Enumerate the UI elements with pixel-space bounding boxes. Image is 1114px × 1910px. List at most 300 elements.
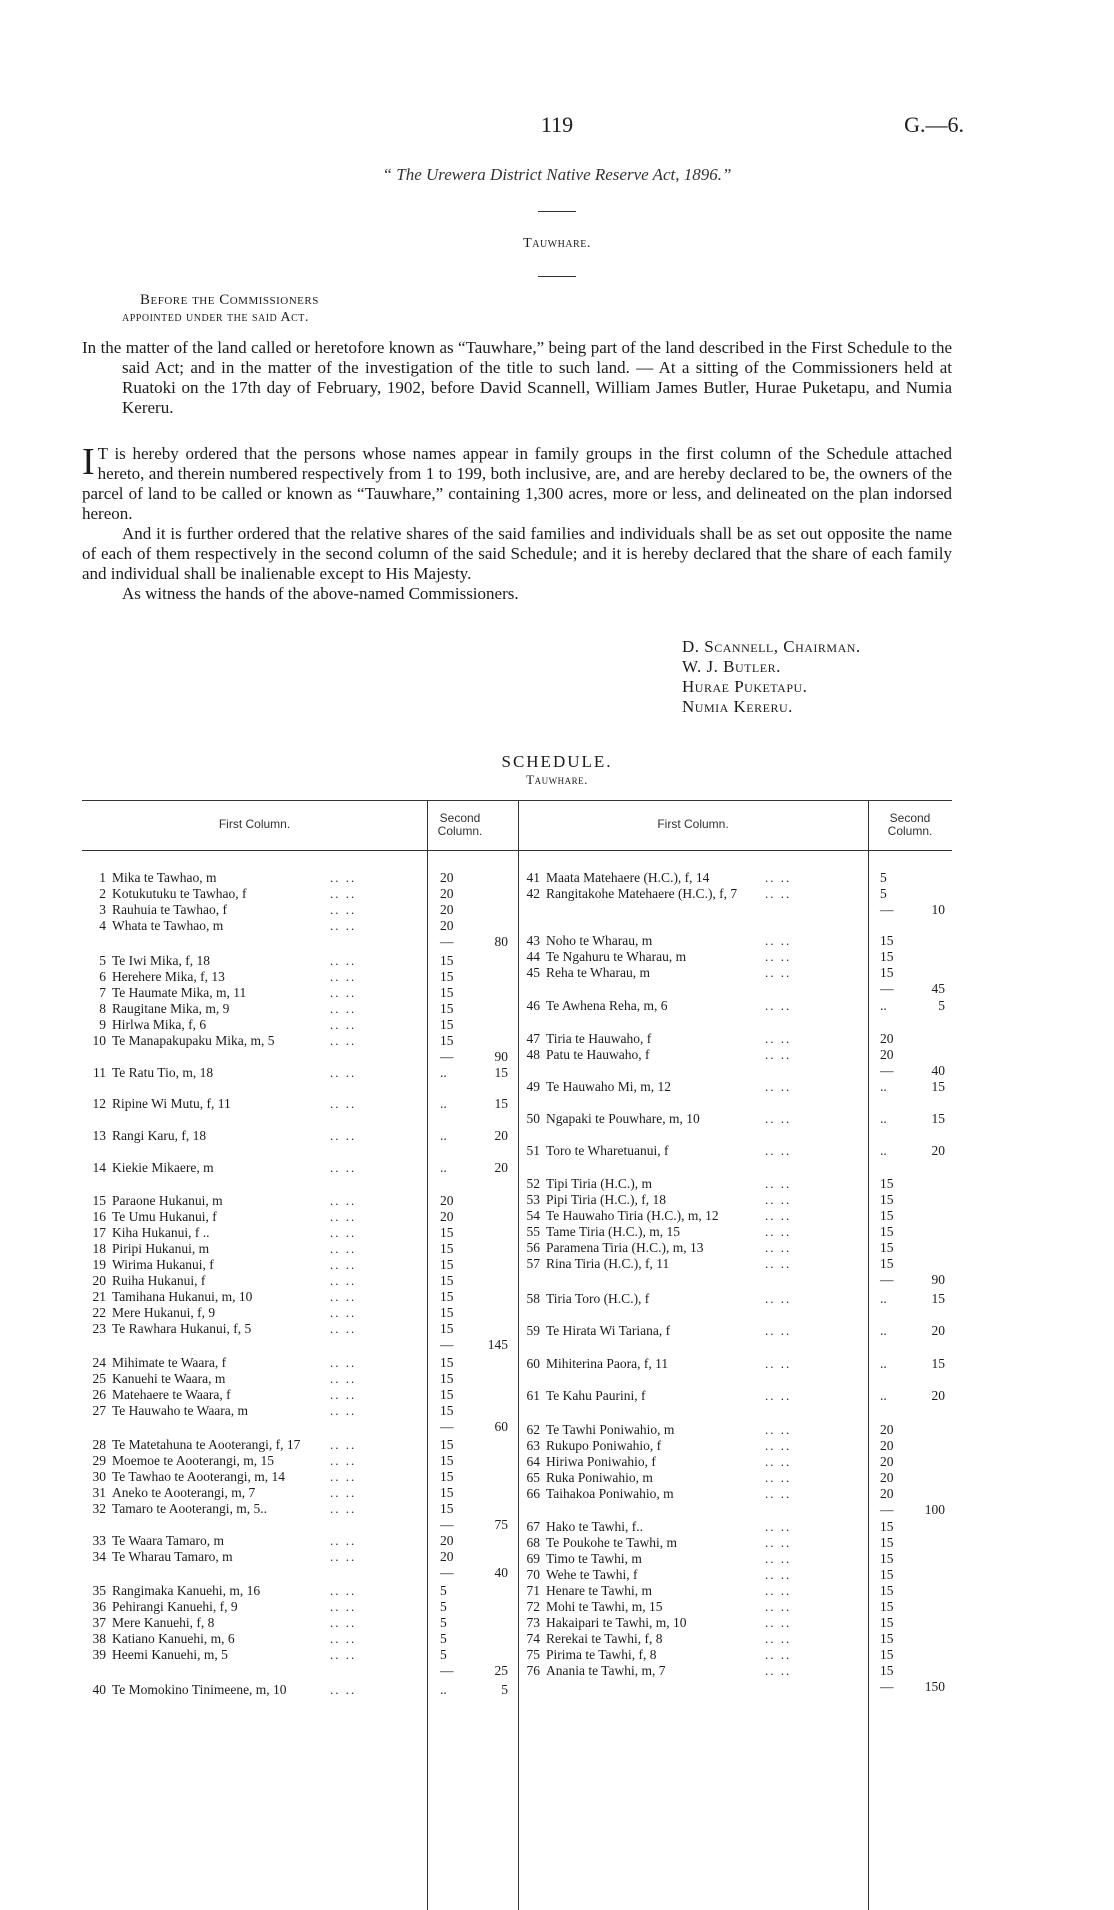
schedule-row bbox=[82, 1403, 248, 1419]
row-number: 30 bbox=[92, 1469, 106, 1484]
row-number: 12 bbox=[92, 1096, 106, 1111]
schedule-row bbox=[82, 870, 217, 886]
subtotal-dash: — bbox=[880, 1272, 894, 1287]
row-number: 64 bbox=[526, 1454, 540, 1469]
row-number: 50 bbox=[526, 1111, 540, 1126]
family-total: 90 bbox=[931, 1272, 945, 1287]
schedule-row bbox=[516, 1323, 670, 1339]
schedule-row bbox=[516, 1208, 719, 1224]
owner-name: Te Rawhara Hukanui, f, 5 bbox=[112, 1321, 252, 1336]
family-total: 5 bbox=[501, 1682, 508, 1697]
schedule-row bbox=[82, 1305, 215, 1321]
share-value: 5 bbox=[880, 886, 887, 901]
schedule-row bbox=[516, 1615, 687, 1631]
share-value: .. bbox=[880, 1388, 887, 1403]
share-value: 20 bbox=[440, 918, 454, 933]
act-title: “ The Urewera District Native Reserve Act, 1896.” bbox=[382, 165, 732, 184]
leader-dots: .. .. bbox=[765, 1388, 792, 1403]
schedule-row bbox=[82, 1387, 231, 1403]
family-total: 90 bbox=[494, 1049, 508, 1064]
share-value: 20 bbox=[880, 1470, 894, 1485]
family-total: 45 bbox=[931, 981, 945, 996]
leader-dots: .. .. bbox=[330, 1682, 357, 1697]
share-value: 15 bbox=[880, 1599, 894, 1614]
schedule-row bbox=[82, 1241, 209, 1257]
family-total: 150 bbox=[924, 1679, 945, 1694]
family-total: 75 bbox=[494, 1517, 508, 1532]
owner-name: Paraone Hukanui, m bbox=[112, 1193, 223, 1208]
schedule-row bbox=[516, 1031, 651, 1047]
matter-paragraph bbox=[82, 338, 952, 418]
owner-name: Ripine Wi Mutu, f, 11 bbox=[112, 1096, 231, 1111]
owner-name: Mere Hukanui, f, 9 bbox=[112, 1305, 216, 1320]
share-value: 5 bbox=[440, 1583, 447, 1598]
row-number: 32 bbox=[92, 1501, 106, 1516]
leader-dots: .. .. bbox=[765, 1176, 792, 1191]
row-number: 70 bbox=[526, 1567, 540, 1582]
row-number: 39 bbox=[92, 1647, 106, 1662]
share-value: 15 bbox=[880, 949, 894, 964]
leader-dots: .. .. bbox=[330, 1017, 357, 1032]
share-value: 20 bbox=[440, 1533, 454, 1548]
owner-name: Tipi Tiria (H.C.), m bbox=[546, 1176, 653, 1191]
witness-line: As witness the hands of the above-named Commissioners. bbox=[122, 584, 519, 603]
order-body bbox=[82, 441, 952, 604]
share-value: 20 bbox=[440, 886, 454, 901]
leader-dots: .. .. bbox=[765, 1599, 792, 1614]
leader-dots: .. .. bbox=[330, 1257, 357, 1272]
row-number: 49 bbox=[526, 1079, 540, 1094]
row-number: 9 bbox=[99, 1017, 106, 1032]
share-value: 15 bbox=[440, 1001, 454, 1016]
row-number: 68 bbox=[526, 1535, 540, 1550]
row-number: 15 bbox=[92, 1193, 106, 1208]
family-total: 145 bbox=[487, 1337, 508, 1352]
schedule-row bbox=[516, 1663, 666, 1679]
leader-dots: .. .. bbox=[765, 1519, 792, 1534]
owner-name: Toro te Wharetuanui, f bbox=[546, 1143, 669, 1158]
share-value: 15 bbox=[440, 1321, 454, 1336]
leader-dots: .. .. bbox=[330, 1241, 357, 1256]
schedule-row bbox=[82, 1453, 274, 1469]
owner-name: Henare te Tawhi, m bbox=[546, 1583, 653, 1598]
column-divider bbox=[868, 800, 869, 1910]
leader-dots: .. .. bbox=[330, 1193, 357, 1208]
owner-name: Rangitakohe Matehaere (H.C.), f, 7 bbox=[546, 886, 738, 901]
share-value: 20 bbox=[880, 1422, 894, 1437]
family-total: 20 bbox=[494, 1128, 508, 1143]
leader-dots: .. .. bbox=[330, 1501, 357, 1516]
subtotal-dash: — bbox=[880, 1063, 894, 1078]
owner-name: Te Awhena Reha, m, 6 bbox=[546, 998, 668, 1013]
schedule-row bbox=[516, 1647, 657, 1663]
owner-name: Tamaro te Aooterangi, m, 5.. bbox=[112, 1501, 268, 1516]
owner-name: Te Waara Tamaro, m bbox=[112, 1533, 224, 1548]
share-value: 15 bbox=[880, 1240, 894, 1255]
row-number: 41 bbox=[526, 870, 540, 885]
row-number: 36 bbox=[92, 1599, 106, 1614]
leader-dots: .. .. bbox=[765, 998, 792, 1013]
schedule-row bbox=[516, 1047, 649, 1063]
share-value: 20 bbox=[440, 870, 454, 885]
leader-dots: .. .. bbox=[330, 1469, 357, 1484]
family-total: 15 bbox=[494, 1065, 508, 1080]
leader-dots: .. .. bbox=[330, 1403, 357, 1418]
leader-dots: .. .. bbox=[330, 886, 357, 901]
schedule-row bbox=[516, 1535, 677, 1551]
owner-name: Wehe te Tawhi, f bbox=[546, 1567, 638, 1582]
owner-name: Pehirangi Kanuehi, f, 9 bbox=[112, 1599, 238, 1614]
schedule-row bbox=[82, 1257, 214, 1273]
schedule-row bbox=[516, 1356, 668, 1372]
share-value: 15 bbox=[440, 1485, 454, 1500]
row-number: 29 bbox=[92, 1453, 106, 1468]
owner-name: Maata Matehaere (H.C.), f, 14 bbox=[546, 870, 710, 885]
leader-dots: .. .. bbox=[330, 1273, 357, 1288]
owner-name: Tiria Toro (H.C.), f bbox=[546, 1291, 650, 1306]
family-total: 10 bbox=[931, 902, 945, 917]
row-number: 16 bbox=[92, 1209, 106, 1224]
leader-dots: .. .. bbox=[330, 1647, 357, 1662]
share-value: 15 bbox=[440, 1453, 454, 1468]
owner-name: Te Manapakupaku Mika, m, 5 bbox=[112, 1033, 275, 1048]
leader-dots: .. .. bbox=[765, 1663, 792, 1678]
owner-name: Te Umu Hukanui, f bbox=[112, 1209, 217, 1224]
schedule-row bbox=[516, 1470, 653, 1486]
share-value: 15 bbox=[440, 953, 454, 968]
row-number: 74 bbox=[526, 1631, 540, 1646]
table-top-rule bbox=[82, 800, 952, 801]
leader-dots: .. .. bbox=[330, 918, 357, 933]
schedule-row bbox=[82, 1469, 285, 1485]
row-number: 48 bbox=[526, 1047, 540, 1062]
leader-dots: .. .. bbox=[330, 1549, 357, 1564]
order-paragraph-1 bbox=[82, 441, 952, 524]
row-number: 43 bbox=[526, 933, 540, 948]
row-number: 75 bbox=[526, 1647, 540, 1662]
subtotal-dash: — bbox=[440, 1049, 454, 1064]
owner-name: Mika te Tawhao, m bbox=[112, 870, 217, 885]
schedule-row bbox=[82, 1583, 260, 1599]
schedule-row bbox=[516, 1240, 704, 1256]
row-number: 3 bbox=[99, 902, 106, 917]
row-number: 13 bbox=[92, 1128, 106, 1143]
owner-name: Te Momokino Tinimeene, m, 10 bbox=[112, 1682, 287, 1697]
owner-name: Te Hauwaho te Waara, m bbox=[112, 1403, 249, 1418]
schedule-row bbox=[516, 1631, 663, 1647]
header-second-column-left: Second Column. bbox=[437, 811, 483, 838]
owner-name: Rangimaka Kanuehi, m, 16 bbox=[112, 1583, 261, 1598]
share-value: .. bbox=[880, 998, 887, 1013]
owner-name: Ruiha Hukanui, f bbox=[112, 1273, 206, 1288]
share-value: 15 bbox=[440, 969, 454, 984]
row-number: 10 bbox=[92, 1033, 106, 1048]
row-number: 38 bbox=[92, 1631, 106, 1646]
owner-name: Te Tawhi Poniwahio, m bbox=[546, 1422, 675, 1437]
owner-name: Rangi Karu, f, 18 bbox=[112, 1128, 207, 1143]
share-value: 15 bbox=[440, 1355, 454, 1370]
schedule-row bbox=[82, 1437, 300, 1453]
leader-dots: .. .. bbox=[330, 1225, 357, 1240]
schedule-subtitle: Tauwhare. bbox=[526, 772, 588, 787]
owner-name: Hakaipari te Tawhi, m, 10 bbox=[546, 1615, 687, 1630]
family-total: 15 bbox=[494, 1096, 508, 1111]
leader-dots: .. .. bbox=[765, 933, 792, 948]
owner-name: Te Haumate Mika, m, 11 bbox=[112, 985, 247, 1000]
share-value: 15 bbox=[880, 1256, 894, 1271]
share-value: 15 bbox=[440, 1403, 454, 1418]
row-number: 25 bbox=[92, 1371, 106, 1386]
share-value: 15 bbox=[440, 1241, 454, 1256]
signature-1: D. Scannell, Chairman. bbox=[682, 637, 861, 656]
signature-3: Hurae Puketapu. bbox=[682, 677, 808, 696]
leader-dots: .. .. bbox=[765, 1647, 792, 1662]
family-total: 15 bbox=[931, 1079, 945, 1094]
owner-name: Hiriwa Poniwahio, f bbox=[546, 1454, 656, 1469]
share-value: .. bbox=[880, 1143, 887, 1158]
row-number: 1 bbox=[99, 870, 106, 885]
row-number: 19 bbox=[92, 1257, 106, 1272]
schedule-row bbox=[516, 933, 652, 949]
schedule-row bbox=[516, 1224, 680, 1240]
share-value: 5 bbox=[440, 1599, 447, 1614]
share-value: 20 bbox=[440, 1549, 454, 1564]
share-value: 15 bbox=[880, 1192, 894, 1207]
leader-dots: .. .. bbox=[330, 1001, 357, 1016]
owner-name: Mihiterina Paora, f, 11 bbox=[546, 1356, 669, 1371]
leader-dots: .. .. bbox=[765, 1454, 792, 1469]
schedule-row bbox=[82, 1631, 235, 1647]
share-value: 15 bbox=[440, 1257, 454, 1272]
owner-name: Heemi Kanuehi, m, 5 bbox=[112, 1647, 228, 1662]
row-number: 67 bbox=[526, 1519, 540, 1534]
row-number: 53 bbox=[526, 1192, 540, 1207]
row-number: 61 bbox=[526, 1388, 540, 1403]
share-value: .. bbox=[880, 1079, 887, 1094]
leader-dots: .. .. bbox=[765, 1486, 792, 1501]
schedule-row bbox=[82, 902, 227, 918]
row-number: 71 bbox=[526, 1583, 540, 1598]
schedule-row bbox=[82, 1209, 217, 1225]
leader-dots: .. .. bbox=[765, 1323, 792, 1338]
schedule-row bbox=[516, 1291, 649, 1307]
leader-dots: .. .. bbox=[330, 1321, 357, 1336]
before-line-2: appointed under the said Act. bbox=[122, 310, 309, 325]
schedule-row bbox=[82, 886, 247, 902]
leader-dots: .. .. bbox=[765, 949, 792, 964]
subtotal-dash: — bbox=[440, 934, 454, 949]
leader-dots: .. .. bbox=[765, 1143, 792, 1158]
row-number: 40 bbox=[92, 1682, 106, 1697]
share-value: 20 bbox=[880, 1031, 894, 1046]
leader-dots: .. .. bbox=[765, 1631, 792, 1646]
schedule-row bbox=[82, 1533, 224, 1549]
schedule-row bbox=[82, 1615, 214, 1631]
share-value: .. bbox=[440, 1682, 447, 1697]
leader-dots: .. .. bbox=[765, 1208, 792, 1223]
order-paragraph-1-text: T is hereby ordered that the persons whose names appear in family groups in the first column of the Schedule attached hereto, and therein numbered respectively from 1 to 199, both inclusive, are, and are hereby declared to be, the owners of the parcel of land to be called or known as “Tauwhare,” containing 1,300 acres, more or less, and delineated on the plan indorsed hereon. bbox=[82, 444, 952, 523]
row-number: 4 bbox=[99, 918, 106, 933]
row-number: 63 bbox=[526, 1438, 540, 1453]
owner-name: Te Poukohe te Tawhi, m bbox=[546, 1535, 677, 1550]
header-second-column-right: Second Column. bbox=[887, 811, 933, 838]
schedule-row bbox=[82, 1599, 238, 1615]
owner-name: Timo te Tawhi, m bbox=[546, 1551, 642, 1566]
owner-name: Herehere Mika, f, 13 bbox=[112, 969, 225, 984]
subtotal-dash: — bbox=[880, 1502, 894, 1517]
owner-name: Tame Tiria (H.C.), m, 15 bbox=[546, 1224, 681, 1239]
row-number: 23 bbox=[92, 1321, 106, 1336]
schedule-row bbox=[82, 1193, 223, 1209]
schedule-row bbox=[82, 1160, 214, 1176]
share-value: .. bbox=[440, 1160, 447, 1175]
share-value: 20 bbox=[880, 1454, 894, 1469]
schedule-row bbox=[516, 998, 668, 1014]
row-number: 62 bbox=[526, 1422, 540, 1437]
subtotal-dash: — bbox=[440, 1337, 454, 1352]
share-value: 5 bbox=[440, 1615, 447, 1630]
row-number: 5 bbox=[99, 953, 106, 968]
leader-dots: .. .. bbox=[330, 1371, 357, 1386]
owner-name: Te Kahu Paurini, f bbox=[546, 1388, 646, 1403]
divider bbox=[538, 276, 576, 277]
leader-dots: .. .. bbox=[330, 1033, 357, 1048]
owner-name: Patu te Hauwaho, f bbox=[546, 1047, 650, 1062]
leader-dots: .. .. bbox=[765, 965, 792, 980]
schedule-row bbox=[82, 1501, 267, 1517]
share-value: 15 bbox=[440, 1469, 454, 1484]
leader-dots: .. .. bbox=[765, 1256, 792, 1271]
share-value: 15 bbox=[880, 1615, 894, 1630]
schedule-row bbox=[516, 965, 650, 981]
share-value: 20 bbox=[440, 1193, 454, 1208]
leader-dots: .. .. bbox=[765, 1535, 792, 1550]
schedule-row bbox=[82, 1549, 233, 1565]
row-number: 56 bbox=[526, 1240, 540, 1255]
family-total: 5 bbox=[938, 998, 945, 1013]
share-value: 20 bbox=[880, 1486, 894, 1501]
schedule-row bbox=[516, 1551, 642, 1567]
owner-name: Mere Kanuehi, f, 8 bbox=[112, 1615, 215, 1630]
row-number: 59 bbox=[526, 1323, 540, 1338]
share-value: 15 bbox=[440, 1305, 454, 1320]
row-number: 33 bbox=[92, 1533, 106, 1548]
schedule-row bbox=[82, 1355, 226, 1371]
header-first-column-left: First Column. bbox=[218, 817, 291, 831]
family-total: 15 bbox=[931, 1291, 945, 1306]
share-value: 15 bbox=[880, 1208, 894, 1223]
owner-name: Mohi te Tawhi, m, 15 bbox=[546, 1599, 663, 1614]
owner-name: Te Tawhao te Aooterangi, m, 14 bbox=[112, 1469, 285, 1484]
schedule-row bbox=[82, 918, 223, 934]
schedule-row bbox=[82, 1065, 213, 1081]
signatures bbox=[682, 637, 861, 717]
leader-dots: .. .. bbox=[765, 1047, 792, 1062]
schedule-row bbox=[82, 1647, 228, 1663]
row-number: 20 bbox=[92, 1273, 106, 1288]
row-number: 2 bbox=[99, 886, 106, 901]
row-number: 66 bbox=[526, 1486, 540, 1501]
schedule-row bbox=[82, 969, 225, 985]
leader-dots: .. .. bbox=[330, 969, 357, 984]
row-number: 24 bbox=[92, 1355, 106, 1370]
schedule-row bbox=[82, 953, 210, 969]
drop-cap: I bbox=[82, 441, 95, 483]
schedule-row bbox=[82, 1682, 287, 1698]
schedule-title: SCHEDULE. bbox=[501, 752, 613, 771]
owner-name: Moemoe te Aooterangi, m, 15 bbox=[112, 1453, 274, 1468]
family-total: 80 bbox=[494, 934, 508, 949]
owner-name: Pipi Tiria (H.C.), f, 18 bbox=[546, 1192, 667, 1207]
leader-dots: .. .. bbox=[330, 1160, 357, 1175]
share-value: .. bbox=[880, 1323, 887, 1338]
order-paragraph-2: And it is further ordered that the relative shares of the said families and individuals shall be as set out opposite the name of each of them respectively in the second column of the said Schedule; and it is hereby declared that the share of each family and individual shall be inalienable except to His Majesty. bbox=[82, 524, 952, 583]
share-value: 15 bbox=[440, 1387, 454, 1402]
before-line-1: Before the Commissioners bbox=[140, 292, 319, 308]
share-value: 15 bbox=[440, 1289, 454, 1304]
leader-dots: .. .. bbox=[330, 1209, 357, 1224]
table-header-rule bbox=[82, 850, 952, 851]
schedule-row bbox=[516, 1111, 700, 1127]
leader-dots: .. .. bbox=[330, 870, 357, 885]
share-value: 15 bbox=[440, 1501, 454, 1516]
row-number: 14 bbox=[92, 1160, 106, 1175]
leader-dots: .. .. bbox=[330, 1599, 357, 1614]
row-number: 22 bbox=[92, 1305, 106, 1320]
owner-name: Te Wharau Tamaro, m bbox=[112, 1549, 233, 1564]
family-total: 40 bbox=[931, 1063, 945, 1078]
row-number: 54 bbox=[526, 1208, 540, 1223]
share-value: 5 bbox=[440, 1631, 447, 1646]
schedule-row bbox=[516, 1143, 669, 1159]
share-value: 15 bbox=[440, 1017, 454, 1032]
owner-name: Hako te Tawhi, f.. bbox=[546, 1519, 644, 1534]
leader-dots: .. .. bbox=[330, 1289, 357, 1304]
row-number: 65 bbox=[526, 1470, 540, 1485]
schedule-row bbox=[516, 1567, 637, 1583]
owner-name: Tamihana Hukanui, m, 10 bbox=[112, 1289, 253, 1304]
owner-name: Kotukutuku te Tawhao, f bbox=[112, 886, 247, 901]
leader-dots: .. .. bbox=[330, 1305, 357, 1320]
owner-name: Te Hauwaho Tiria (H.C.), m, 12 bbox=[546, 1208, 719, 1223]
schedule-row bbox=[82, 1289, 252, 1305]
owner-name: Mihimate te Waara, f bbox=[112, 1355, 227, 1370]
row-number: 51 bbox=[526, 1143, 540, 1158]
leader-dots: .. .. bbox=[330, 1128, 357, 1143]
share-value: .. bbox=[880, 1356, 887, 1371]
owner-name: Rukupo Poniwahio, f bbox=[546, 1438, 662, 1453]
share-value: 15 bbox=[880, 1176, 894, 1191]
share-value: 15 bbox=[880, 1567, 894, 1582]
subtotal-dash: — bbox=[880, 981, 894, 996]
schedule-row bbox=[516, 1454, 656, 1470]
share-value: 15 bbox=[880, 1647, 894, 1662]
family-total: 15 bbox=[931, 1111, 945, 1126]
row-number: 44 bbox=[526, 949, 540, 964]
leader-dots: .. .. bbox=[765, 870, 792, 885]
schedule-row bbox=[82, 1321, 251, 1337]
share-value: 20 bbox=[880, 1438, 894, 1453]
schedule-row bbox=[82, 1033, 275, 1049]
subtotal-dash: — bbox=[440, 1565, 454, 1580]
share-value: 15 bbox=[880, 1663, 894, 1678]
owner-name: Matehaere te Waara, f bbox=[112, 1387, 231, 1402]
leader-dots: .. .. bbox=[330, 902, 357, 917]
owner-name: Taihakoa Poniwahio, m bbox=[546, 1486, 674, 1501]
share-value: 15 bbox=[440, 985, 454, 1000]
owner-name: Te Ngahuru te Wharau, m bbox=[546, 949, 687, 964]
signature-2: W. J. Butler. bbox=[682, 657, 781, 676]
